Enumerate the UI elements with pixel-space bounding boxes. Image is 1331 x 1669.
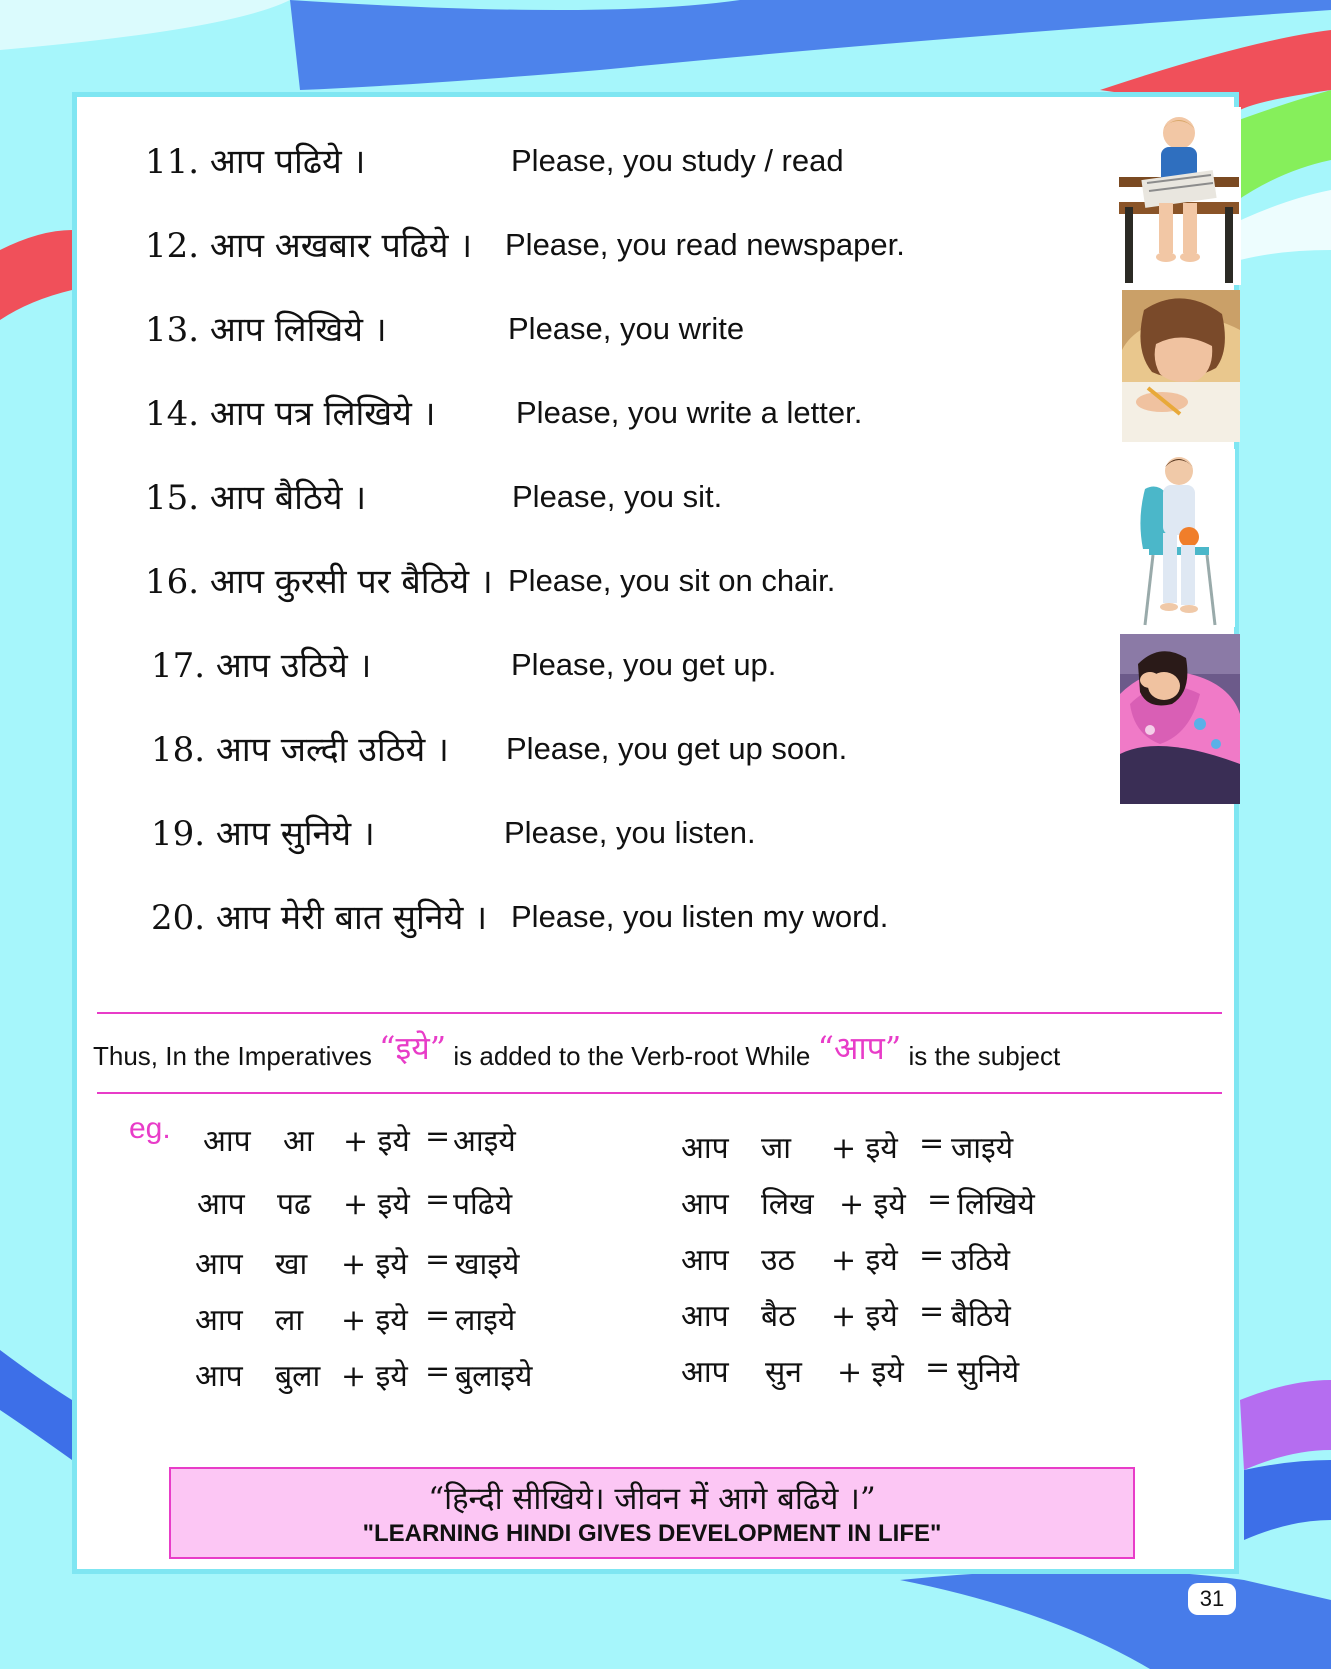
example-result: आइये	[453, 1124, 516, 1159]
example-subject: आप	[197, 1187, 245, 1222]
example-equals: =	[925, 1350, 951, 1385]
page-number: 31	[1188, 1583, 1236, 1615]
note-quote-aap: “आप”	[817, 1029, 902, 1067]
english-translation: Please, you listen my word.	[511, 899, 889, 934]
example-subject: आप	[203, 1124, 251, 1159]
note-text-2: is added to the Verb-root While	[453, 1041, 811, 1071]
sentence-row-14	[77, 389, 1234, 449]
hindi-sentence: 17. आप उठिये ।	[151, 646, 372, 686]
example-root: बैठ	[761, 1299, 796, 1334]
example-left-1	[203, 1119, 623, 1165]
example-suffix: + इये	[831, 1243, 898, 1278]
example-right-2	[681, 1182, 1121, 1228]
photo-girl-waking-up	[1120, 634, 1240, 804]
example-suffix: + इये	[839, 1187, 906, 1222]
example-root: खा	[275, 1247, 308, 1282]
example-subject: आप	[195, 1359, 243, 1394]
hindi-sentence: 11. आप पढिये ।	[145, 142, 366, 182]
photo-boy-writing	[1122, 290, 1240, 442]
example-right-3	[681, 1238, 1101, 1284]
example-root: ला	[275, 1303, 304, 1338]
photo-boy-sitting-on-chair	[1123, 449, 1235, 627]
photo-boy-reading-newspaper	[1117, 107, 1241, 285]
divider-top	[97, 1012, 1222, 1014]
example-suffix: + इये	[343, 1187, 410, 1222]
note-text-1: Thus, In the Imperatives	[93, 1041, 372, 1071]
english-translation: Please, you get up soon.	[506, 731, 848, 766]
english-translation: Please, you write a letter.	[516, 395, 863, 430]
note-quote-iye: “इये”	[379, 1029, 447, 1067]
example-left-4	[195, 1298, 615, 1344]
example-root: बुला	[275, 1359, 321, 1394]
english-translation: Please, you write	[508, 311, 745, 346]
example-right-5	[681, 1350, 1101, 1396]
example-result: लिखिये	[957, 1187, 1035, 1222]
english-translation: Please, you sit.	[512, 479, 723, 514]
example-right-4	[681, 1294, 1101, 1340]
example-equals: =	[919, 1238, 945, 1273]
example-result: सुनिये	[957, 1355, 1020, 1390]
example-suffix: + इये	[341, 1247, 408, 1282]
example-subject: आप	[195, 1303, 243, 1338]
sentence-row-20	[77, 893, 1234, 953]
example-subject: आप	[681, 1299, 729, 1334]
example-subject: आप	[681, 1355, 729, 1390]
english-translation: Please, you read newspaper.	[505, 227, 905, 262]
example-equals: =	[425, 1182, 451, 1217]
motto-banner	[169, 1467, 1135, 1559]
example-equals: =	[425, 1242, 451, 1277]
hindi-sentence: 12. आप अखबार पढिये ।	[145, 226, 473, 266]
example-suffix: + इये	[831, 1299, 898, 1334]
motto-hindi: “हिन्दी सीखिये। जीवन में आगे बढिये ।”	[428, 1481, 876, 1517]
example-equals: =	[425, 1298, 451, 1333]
hindi-sentence: 13. आप लिखिये ।	[145, 310, 387, 350]
example-result: बुलाइये	[455, 1359, 533, 1394]
example-left-5	[195, 1354, 635, 1400]
example-root: सुन	[765, 1355, 802, 1390]
example-subject: आप	[681, 1187, 729, 1222]
example-subject: आप	[681, 1131, 729, 1166]
example-subject: आप	[681, 1243, 729, 1278]
example-suffix: + इये	[831, 1131, 898, 1166]
imperative-rule-note	[93, 1029, 1233, 1075]
sentence-row-12	[77, 221, 1234, 281]
sentence-row-18	[77, 725, 1234, 785]
sentence-row-11	[77, 137, 1234, 197]
example-root: लिख	[761, 1187, 814, 1222]
divider-bottom	[97, 1092, 1222, 1094]
example-equals: =	[425, 1119, 451, 1154]
example-root: जा	[761, 1131, 792, 1166]
english-translation: Please, you study / read	[511, 143, 844, 178]
example-result: लाइये	[455, 1303, 516, 1338]
note-text-3: is the subject	[908, 1041, 1061, 1071]
example-root: पढ	[277, 1187, 311, 1222]
sentence-row-15	[77, 473, 1234, 533]
example-result: खाइये	[455, 1247, 520, 1282]
sentence-row-13	[77, 305, 1234, 365]
hindi-sentence: 18. आप जल्दी उठिये ।	[151, 730, 449, 770]
example-result: पढिये	[453, 1187, 513, 1222]
example-equals: =	[919, 1294, 945, 1329]
hindi-sentence: 14. आप पत्र लिखिये ।	[145, 394, 436, 434]
example-equals: =	[425, 1354, 451, 1389]
sentence-row-17	[77, 641, 1234, 701]
eg-label: eg.	[129, 1112, 171, 1145]
example-result: जाइये	[951, 1131, 1014, 1166]
english-translation: Please, you get up.	[511, 647, 777, 682]
worksheet-card	[72, 92, 1239, 1574]
example-result: बैठिये	[951, 1299, 1011, 1334]
hindi-sentence: 19. आप सुनिये ।	[151, 814, 375, 854]
hindi-sentence: 20. आप मेरी बात सुनिये ।	[151, 898, 488, 938]
motto-english: "LEARNING HINDI GIVES DEVELOPMENT IN LIFE"	[362, 1520, 942, 1547]
example-subject: आप	[195, 1247, 243, 1282]
example-suffix: + इये	[837, 1355, 904, 1390]
example-equals: =	[919, 1126, 945, 1161]
example-result: उठिये	[951, 1243, 1011, 1278]
example-equals: =	[927, 1182, 953, 1217]
example-right-1	[681, 1126, 1101, 1172]
sentence-row-19	[77, 809, 1234, 869]
hindi-sentence: 15. आप बैठिये ।	[145, 478, 367, 518]
sentence-row-16	[77, 557, 1234, 617]
example-suffix: + इये	[341, 1359, 408, 1394]
example-root: आ	[283, 1124, 314, 1159]
example-root: उठ	[761, 1243, 795, 1278]
english-translation: Please, you sit on chair.	[508, 563, 836, 598]
english-translation: Please, you listen.	[504, 815, 756, 850]
example-left-2	[197, 1182, 617, 1228]
example-suffix: + इये	[343, 1124, 410, 1159]
example-left-3	[195, 1242, 615, 1288]
example-suffix: + इये	[341, 1303, 408, 1338]
hindi-sentence: 16. आप कुरसी पर बैठिये ।	[145, 562, 493, 602]
